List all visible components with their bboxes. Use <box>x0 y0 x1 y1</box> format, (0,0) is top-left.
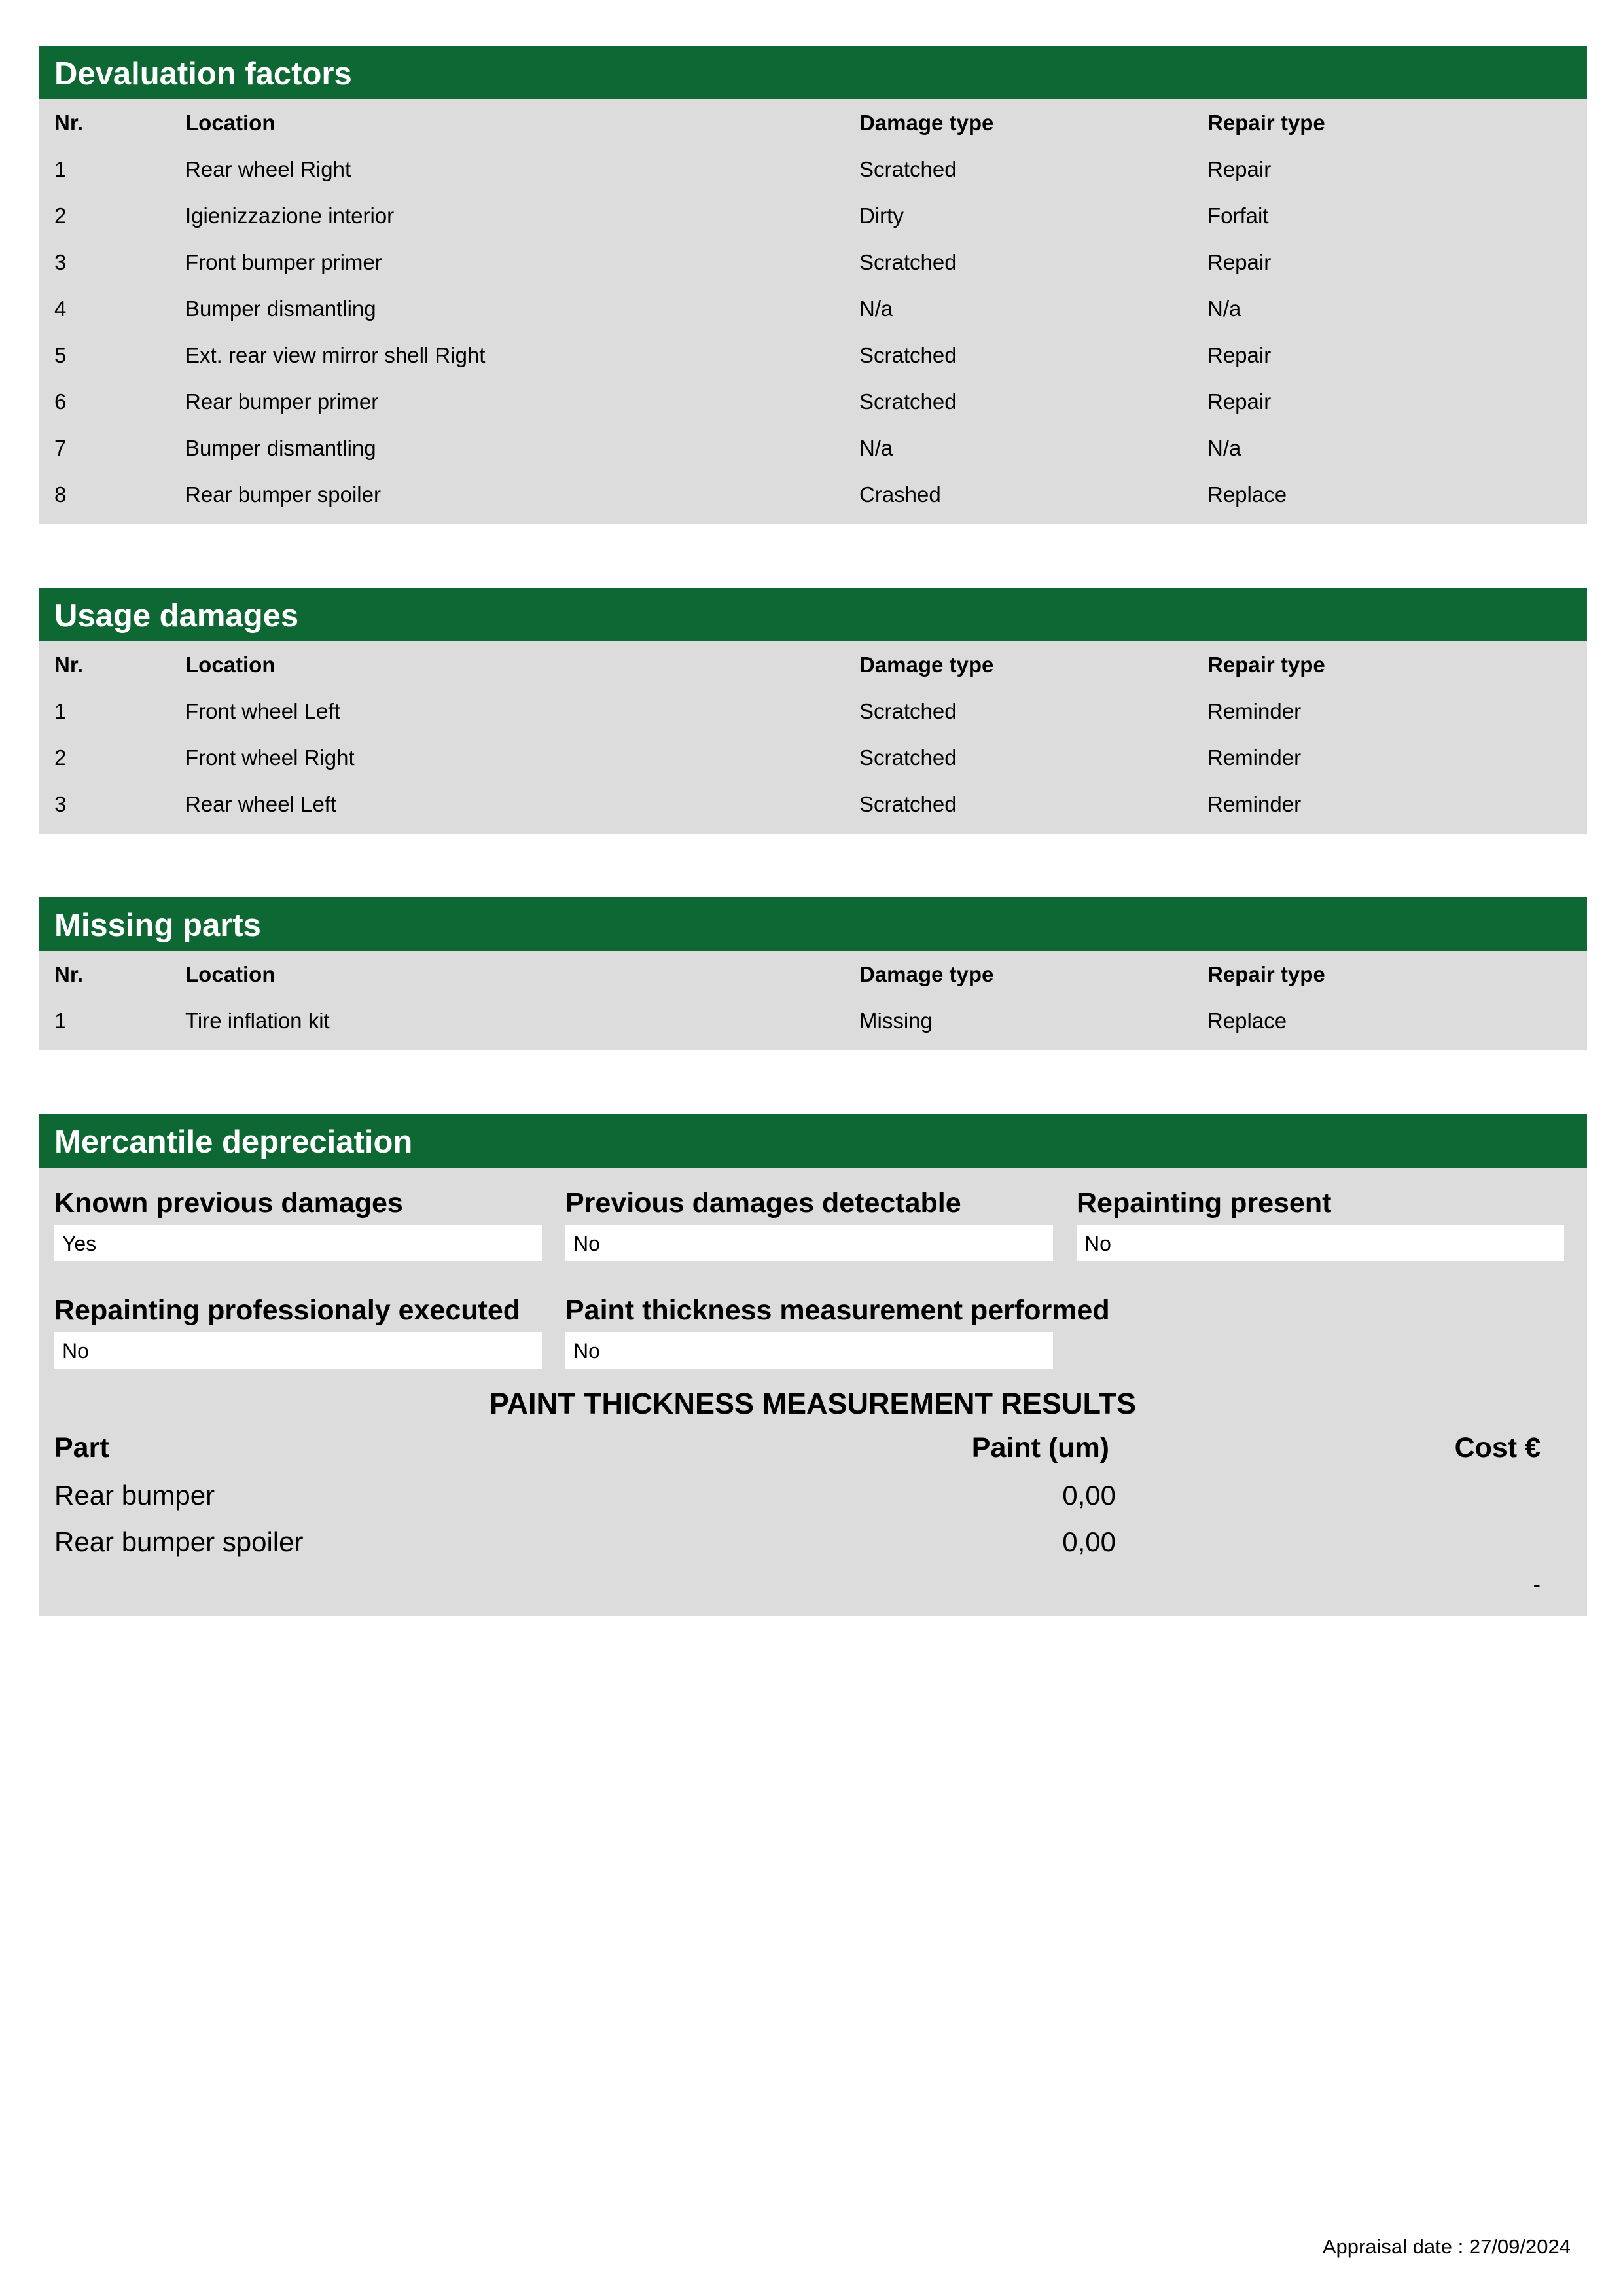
table-row <box>39 332 1587 378</box>
table-cell: Repair <box>1207 156 1272 181</box>
results-header-cost: Cost € <box>1454 1432 1541 1463</box>
table-cell: Ext. rear view mirror shell Right <box>185 342 486 367</box>
appraisal-date: Appraisal date : 27/09/2024 <box>1322 2235 1571 2258</box>
table-cell: Rear wheel Left <box>185 791 337 816</box>
field-value: Yes <box>54 1225 542 1261</box>
table-cell: Scratched <box>859 745 957 770</box>
table-row <box>39 239 1587 285</box>
table-cell: Reminder <box>1207 745 1302 770</box>
table-cell: 6 <box>54 389 67 414</box>
column-header: Location <box>185 110 276 135</box>
results-header-part: Part <box>54 1432 109 1463</box>
table-row <box>39 781 1587 827</box>
table-cell: 2 <box>54 745 67 770</box>
usage-section <box>39 588 1587 834</box>
table-cell: Reminder <box>1207 698 1302 723</box>
field-label: Paint thickness measurement performed <box>565 1295 1110 1326</box>
missing-section <box>39 897 1587 1050</box>
table-row <box>39 378 1587 425</box>
results-total-cost: - <box>1533 1572 1541 1597</box>
column-header: Repair type <box>1207 110 1325 135</box>
column-header: Damage type <box>859 110 994 135</box>
table-cell: Rear bumper spoiler <box>185 482 381 507</box>
column-header: Nr. <box>54 652 84 677</box>
table-header-row <box>39 641 1587 688</box>
table-cell: 7 <box>54 435 67 460</box>
paint-measurement-performed-field <box>565 1294 1110 1369</box>
section-title: Devaluation factors <box>39 46 1587 99</box>
table-header-row <box>39 951 1587 997</box>
table-cell: Tire inflation kit <box>185 1008 330 1033</box>
table-cell: Dirty <box>859 203 904 228</box>
table-cell: 4 <box>54 296 67 321</box>
previous-damages-detectable-field <box>565 1187 1053 1261</box>
section-title: Usage damages <box>39 588 1587 641</box>
table-cell: Scratched <box>859 342 957 367</box>
table-cell: Front bumper primer <box>185 249 382 274</box>
table-cell: Replace <box>1207 1008 1287 1033</box>
table-row <box>39 734 1587 781</box>
table-row <box>39 425 1587 471</box>
table-row <box>39 688 1587 734</box>
column-header: Damage type <box>859 961 994 986</box>
field-value: No <box>54 1332 542 1369</box>
repainting-present-field <box>1077 1187 1564 1261</box>
table-cell: Repair <box>1207 389 1272 414</box>
table-cell: 8 <box>54 482 67 507</box>
table-cell: Replace <box>1207 482 1287 507</box>
table-cell: 1 <box>54 156 67 181</box>
table-cell: Crashed <box>859 482 941 507</box>
table-row <box>39 471 1587 518</box>
mercantile-body <box>39 1168 1587 1616</box>
column-header: Nr. <box>54 110 84 135</box>
column-header: Repair type <box>1207 652 1325 677</box>
devaluation-table <box>39 99 1587 518</box>
field-label: Repainting present <box>1077 1187 1332 1219</box>
column-header: Nr. <box>54 961 84 986</box>
paint-results-title: PAINT THICKNESS MEASUREMENT RESULTS <box>489 1387 1137 1420</box>
table-cell: Scratched <box>859 791 957 816</box>
section-title: Mercantile depreciation <box>39 1114 1587 1168</box>
column-header: Location <box>185 652 276 677</box>
table-cell: Front wheel Left <box>185 698 340 723</box>
table-cell: Repair <box>1207 342 1272 367</box>
table-cell: Bumper dismantling <box>185 296 376 321</box>
table-cell: 2 <box>54 203 67 228</box>
table-cell: N/a <box>859 435 893 460</box>
table-cell: Forfait <box>1207 203 1269 228</box>
table-cell: Igienizzazione interior <box>185 203 395 228</box>
table-cell: Scratched <box>859 156 957 181</box>
devaluation-section <box>39 46 1587 524</box>
table-cell: N/a <box>1207 435 1241 460</box>
field-value: No <box>565 1332 1053 1369</box>
column-header: Damage type <box>859 652 994 677</box>
table-cell: Repair <box>1207 249 1272 274</box>
known-previous-damages-field <box>54 1187 542 1261</box>
table-cell: Reminder <box>1207 791 1302 816</box>
usage-table <box>39 641 1587 827</box>
field-label: Known previous damages <box>54 1187 403 1219</box>
table-cell: 3 <box>54 249 67 274</box>
results-paint: 0,00 <box>1062 1526 1116 1557</box>
field-value: No <box>565 1225 1053 1261</box>
section-title: Missing parts <box>39 897 1587 951</box>
table-cell: Front wheel Right <box>185 745 355 770</box>
table-row <box>39 192 1587 239</box>
results-part: Rear bumper <box>54 1480 215 1511</box>
results-paint: 0,00 <box>1062 1480 1116 1511</box>
results-header-paint: Paint (um) <box>971 1432 1109 1463</box>
table-row <box>39 997 1587 1044</box>
table-cell: Rear bumper primer <box>185 389 379 414</box>
field-label: Repainting professionaly executed <box>54 1295 521 1326</box>
missing-table <box>39 951 1587 1044</box>
field-value: No <box>1077 1225 1564 1261</box>
table-header-row <box>39 99 1587 146</box>
column-header: Repair type <box>1207 961 1325 986</box>
table-row <box>39 285 1587 332</box>
table-cell: Scratched <box>859 389 957 414</box>
field-label: Previous damages detectable <box>565 1187 961 1219</box>
mercantile-section <box>39 1114 1587 1616</box>
table-cell: 1 <box>54 1008 67 1033</box>
table-cell: Rear wheel Right <box>185 156 351 181</box>
column-header: Location <box>185 961 276 986</box>
table-cell: N/a <box>859 296 893 321</box>
table-cell: Missing <box>859 1008 933 1033</box>
table-row <box>39 146 1587 192</box>
results-part: Rear bumper spoiler <box>54 1526 304 1557</box>
table-cell: Bumper dismantling <box>185 435 376 460</box>
table-cell: N/a <box>1207 296 1241 321</box>
table-cell: 5 <box>54 342 67 367</box>
table-cell: Scratched <box>859 698 957 723</box>
table-cell: 1 <box>54 698 67 723</box>
repainting-professional-field <box>54 1294 542 1369</box>
table-cell: Scratched <box>859 249 957 274</box>
table-cell: 3 <box>54 791 67 816</box>
